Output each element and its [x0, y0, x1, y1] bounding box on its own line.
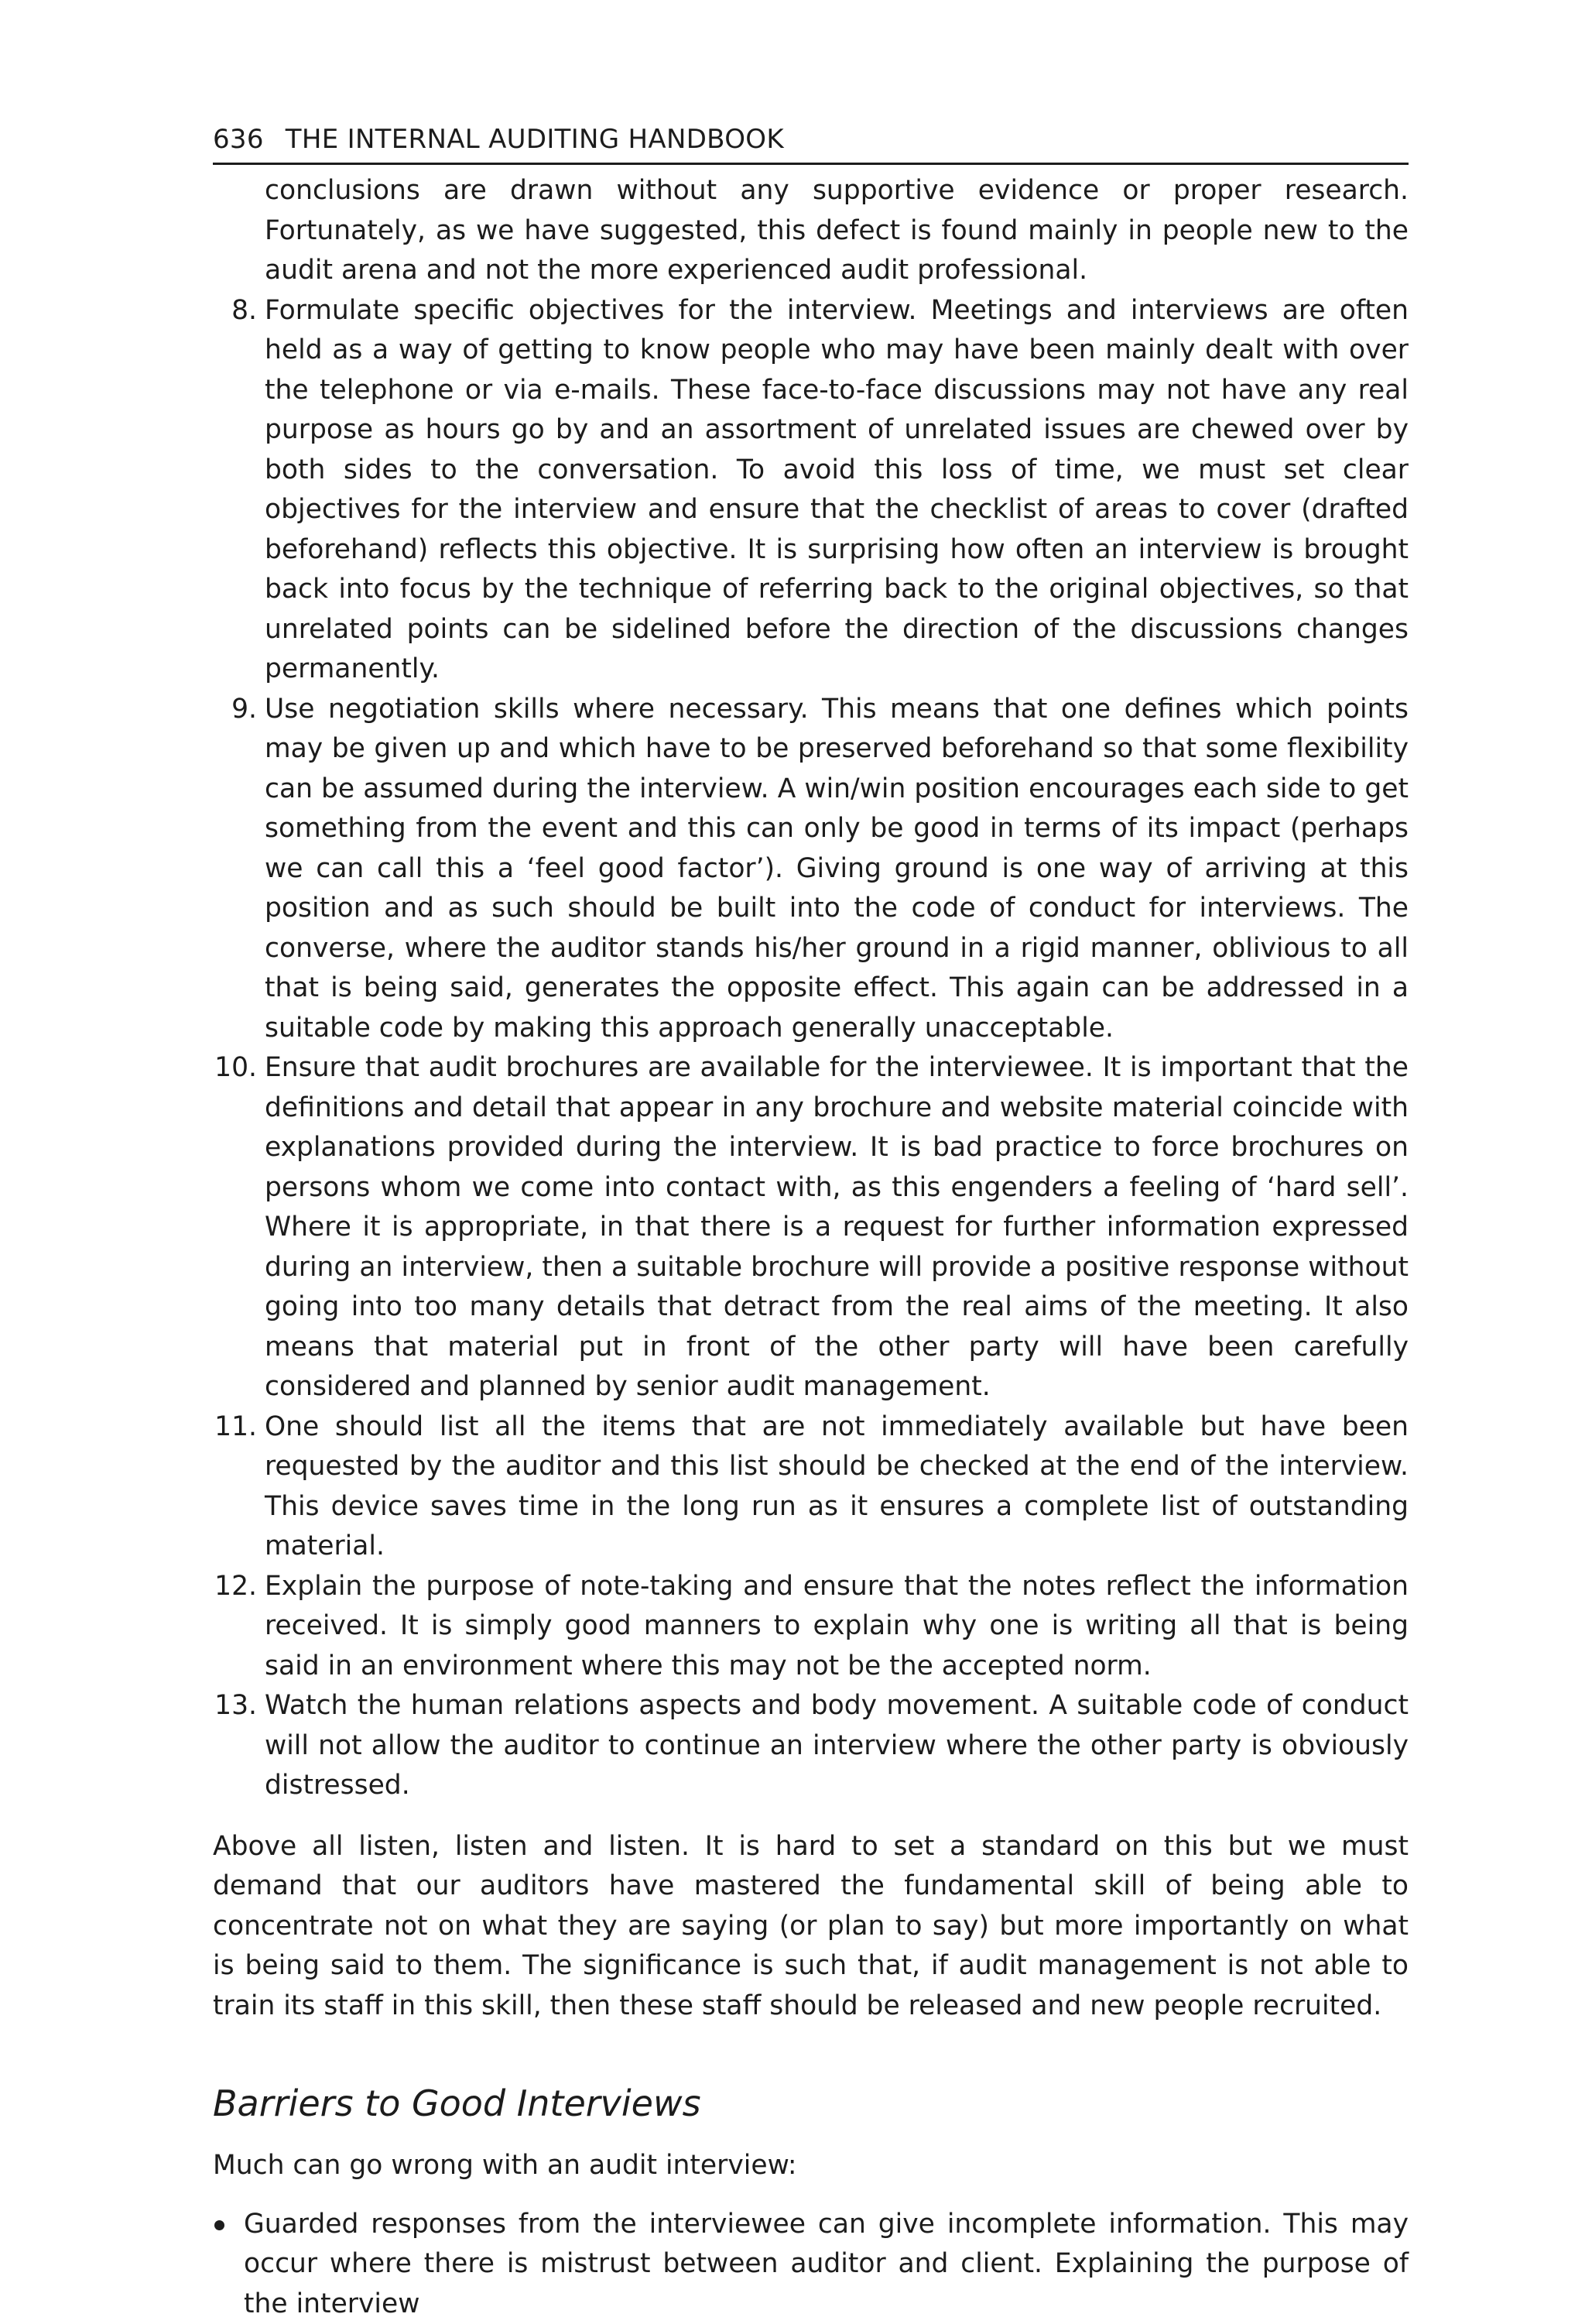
list-item-text: One should list all the items that are not immediately available but have been requested by the auditor and this list should be checked at the end of the interview. This device saves time in the long run as it ensures a complete list of outstanding material. — [265, 1411, 1409, 1562]
list-item-text: Ensure that audit brochures are available for the interviewee. It is important that the definitions and detail that appear in any brochure and website material coincide with explanations provided during the interview. It is bad practice to force brochures on persons whom we come into contact with, as this engenders a feeling of ‘hard sell’. Where it is appropriate, in that there is a request for further information expressed during an interview, then a suitable brochure will provide a positive response without going into too many details that detract from the real aims of the meeting. It also means that material put in front of the other party will have been carefully considered and planned by senior audit management. — [265, 1052, 1409, 1402]
list-item-text: Use negotiation skills where necessary. This means that one defines which points may be given up and which have to be preserved beforehand so that some flexibility can be assumed during the interview. A win/win position encourages each side to get something from the event and this can only be good in terms of its impact (perhaps we can call this a ‘feel good factor’). Giving ground is one way of arriving at this position and as such should be built into the code of conduct for interviews. The converse, where the auditor stands his/her ground in a rigid manner, oblivious to all that is being said, generates the opposite effect. This again can be addressed in a suitable code by making this approach generally unacceptable. — [265, 694, 1409, 1044]
page-number: 636 — [213, 124, 264, 155]
numbered-list — [213, 291, 1409, 1806]
list-item — [213, 690, 1409, 1049]
continuation-paragraph: conclusions are drawn without any supportive evidence or proper research. Fortunately, as we have suggested, this defect is found mainly in people new to the audit arena and not the more experienced audit professional. — [265, 171, 1409, 291]
list-item-number: 11. — [213, 1407, 257, 1448]
list-item — [213, 1048, 1409, 1407]
bullet-text: Guarded responses from the interviewee can give incomplete information. This may occur where there is mistrust between auditor and client. Explaining the purpose of the interview — [244, 2209, 1409, 2319]
list-item — [213, 291, 1409, 690]
list-item-number: 13. — [213, 1686, 257, 1726]
book-title: THE INTERNAL AUDITING HANDBOOK — [286, 124, 784, 155]
section-heading: Barriers to Good Interviews — [213, 2072, 1409, 2134]
section-intro: Much can go wrong with an audit interview: — [213, 2146, 1409, 2186]
list-item-number: 8. — [213, 291, 257, 331]
bullet-icon — [214, 2220, 224, 2230]
list-item-text: Formulate specific objectives for the interview. Meetings and interviews are often held as a way of getting to know people who may have been mainly dealt with over the telephone or via e-mails. These face-to-face discussions may not have any real purpose as hours go by and an assortment of unrelated issues are chewed over by both sides to the conversation. To avoid this loss of time, we must set clear objectives for the interview and ensure that the checklist of areas to cover (drafted beforehand) reflects this objective. It is surprising how often an interview is brought back into focus by the technique of referring back to the original objectives, so that unrelated points can be sidelined before the direction of the discussions changes permanently. — [265, 295, 1409, 685]
list-item-text: Watch the human relations aspects and body movement. A suitable code of conduct will not allow the auditor to continue an interview where the other party is obviously distressed. — [265, 1690, 1409, 1801]
closing-paragraph: Above all listen, listen and listen. It is hard to set a standard on this but we must demand that our auditors have mastered the fundamental skill of being able to concentrate not on what they are saying (or plan to say) but more importantly on what is being said to them. The significance is such that, if audit management is not able to train its staff in this skill, then these staff should be released and new people recruited. — [213, 1827, 1409, 2027]
running-head — [213, 116, 1409, 165]
page — [213, 116, 1409, 2324]
list-item-number: 10. — [213, 1048, 257, 1088]
list-item — [213, 1567, 1409, 1687]
list-item — [213, 1686, 1409, 1806]
list-item-number: 9. — [213, 690, 257, 730]
list-item-number: 12. — [213, 1567, 257, 1607]
list-item — [213, 1407, 1409, 1567]
list-item-text: Explain the purpose of note-taking and ensure that the notes reflect the information received. It is simply good manners to explain why one is writing all that is being said in an environment where this may not be the accepted norm. — [265, 1571, 1409, 1681]
bullet-item — [213, 2205, 1409, 2324]
body-text — [213, 171, 1409, 2324]
bullet-list — [213, 2205, 1409, 2324]
